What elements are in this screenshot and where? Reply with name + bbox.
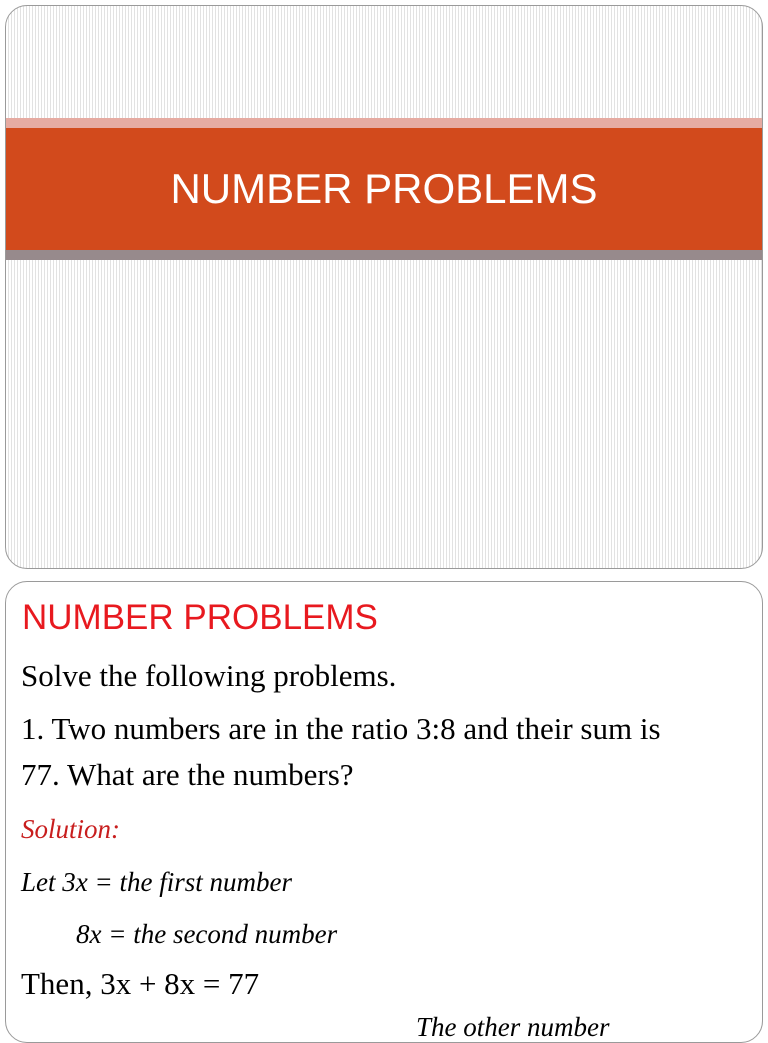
content-slide (5, 581, 763, 1043)
let-statement-line-1: Let 3x = the first number (21, 867, 292, 897)
problem-text-line-2: 77. What are the numbers? (21, 757, 354, 792)
solution-label: Solution: (21, 814, 120, 844)
title-band-bottom-stripe (6, 250, 762, 260)
slide-heading: NUMBER PROBLEMS (22, 598, 378, 637)
equation-text: Then, 3x + 8x = 77 (21, 966, 260, 1001)
title-slide (5, 5, 763, 569)
cut-off-text: The other number (416, 1012, 610, 1042)
let-statement-line-2: 8x = the second number (76, 919, 338, 949)
title-band-top-stripe (6, 118, 762, 128)
problem-text-line-1: 1. Two numbers are in the ratio 3:8 and their sum is (21, 711, 661, 746)
instructions-text: Solve the following problems. (21, 658, 397, 693)
title-band (6, 128, 762, 250)
slide-title: NUMBER PROBLEMS (170, 165, 598, 212)
